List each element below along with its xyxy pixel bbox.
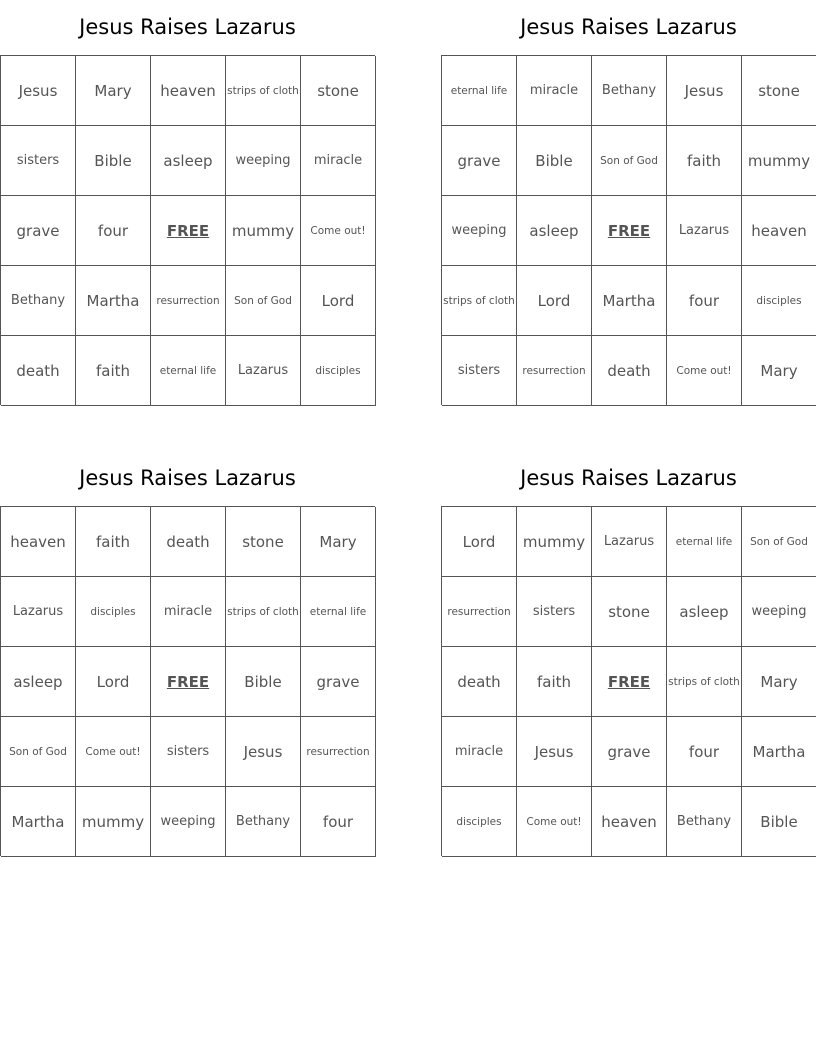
bingo-cell: grave: [592, 717, 667, 787]
bingo-cell: Bethany: [667, 787, 742, 857]
bingo-cell: sisters: [442, 336, 517, 406]
bingo-cell: Bible: [517, 126, 592, 196]
bingo-cell: sisters: [151, 717, 226, 787]
bingo-cell: stone: [301, 56, 376, 126]
bingo-cell: resurrection: [301, 717, 376, 787]
bingo-cell: faith: [76, 336, 151, 406]
bingo-cell: Lord: [517, 266, 592, 336]
free-space-cell: FREE: [592, 196, 667, 266]
free-space-cell: FREE: [151, 647, 226, 717]
bingo-cell: mummy: [76, 787, 151, 857]
bingo-cell: four: [667, 717, 742, 787]
free-space-cell: FREE: [592, 647, 667, 717]
bingo-cell: grave: [442, 126, 517, 196]
bingo-cell: Bible: [76, 126, 151, 196]
bingo-card-3: [0, 451, 375, 856]
bingo-cell: Mary: [76, 56, 151, 126]
bingo-cell: Martha: [76, 266, 151, 336]
bingo-cell: Lazarus: [592, 507, 667, 577]
bingo-cell: Mary: [742, 647, 816, 717]
bingo-cell: disciples: [442, 787, 517, 857]
bingo-card-1: [0, 0, 375, 405]
bingo-cell: sisters: [1, 126, 76, 196]
bingo-cell: Jesus: [667, 56, 742, 126]
bingo-cell: faith: [76, 507, 151, 577]
bingo-cell: resurrection: [442, 577, 517, 647]
bingo-cell: Bethany: [1, 266, 76, 336]
bingo-cell: sisters: [517, 577, 592, 647]
bingo-cell: asleep: [667, 577, 742, 647]
bingo-cell: mummy: [226, 196, 301, 266]
bingo-cell: Lord: [301, 266, 376, 336]
bingo-cell: mummy: [517, 507, 592, 577]
bingo-cell: stone: [742, 56, 816, 126]
bingo-cell: asleep: [151, 126, 226, 196]
bingo-cell: Bethany: [592, 56, 667, 126]
bingo-cell: Lord: [76, 647, 151, 717]
bingo-cell: Come out!: [301, 196, 376, 266]
bingo-cell: strips of cloth: [226, 56, 301, 126]
bingo-cell: heaven: [592, 787, 667, 857]
bingo-cell: Mary: [742, 336, 816, 406]
card-title: Jesus Raises Lazarus: [520, 466, 737, 490]
bingo-cell: eternal life: [442, 56, 517, 126]
bingo-cell: Mary: [301, 507, 376, 577]
bingo-cell: Lazarus: [226, 336, 301, 406]
bingo-cell: mummy: [742, 126, 816, 196]
bingo-cell: Jesus: [517, 717, 592, 787]
bingo-cell: four: [301, 787, 376, 857]
bingo-cell: disciples: [301, 336, 376, 406]
bingo-cell: eternal life: [301, 577, 376, 647]
bingo-cell: miracle: [301, 126, 376, 196]
bingo-cell: disciples: [76, 577, 151, 647]
bingo-cell: strips of cloth: [442, 266, 517, 336]
bingo-cell: heaven: [742, 196, 816, 266]
bingo-cell: death: [592, 336, 667, 406]
bingo-cell: strips of cloth: [667, 647, 742, 717]
bingo-cell: Lord: [442, 507, 517, 577]
bingo-card-4: [441, 451, 816, 856]
bingo-cell: Son of God: [226, 266, 301, 336]
bingo-cell: Bible: [742, 787, 816, 857]
bingo-cell: grave: [1, 196, 76, 266]
bingo-cell: Jesus: [1, 56, 76, 126]
bingo-card-2: [441, 0, 816, 405]
bingo-cell: eternal life: [151, 336, 226, 406]
bingo-cell: asleep: [1, 647, 76, 717]
bingo-cell: heaven: [151, 56, 226, 126]
bingo-cell: death: [442, 647, 517, 717]
bingo-cell: Lazarus: [667, 196, 742, 266]
bingo-cell: death: [151, 507, 226, 577]
bingo-cell: Son of God: [1, 717, 76, 787]
bingo-cell: Martha: [592, 266, 667, 336]
bingo-grid: [441, 55, 816, 405]
bingo-cell: faith: [667, 126, 742, 196]
bingo-cell: Lazarus: [1, 577, 76, 647]
bingo-cell: resurrection: [151, 266, 226, 336]
card-title: Jesus Raises Lazarus: [79, 466, 296, 490]
bingo-cell: eternal life: [667, 507, 742, 577]
bingo-cell: strips of cloth: [226, 577, 301, 647]
bingo-cell: Bible: [226, 647, 301, 717]
bingo-cell: faith: [517, 647, 592, 717]
bingo-cell: miracle: [151, 577, 226, 647]
bingo-grid: [441, 506, 816, 856]
bingo-cell: resurrection: [517, 336, 592, 406]
bingo-cell: miracle: [517, 56, 592, 126]
bingo-cell: four: [76, 196, 151, 266]
bingo-cell: Martha: [742, 717, 816, 787]
bingo-cell: Son of God: [742, 507, 816, 577]
bingo-cell: stone: [226, 507, 301, 577]
bingo-cell: four: [667, 266, 742, 336]
bingo-cell: Martha: [1, 787, 76, 857]
bingo-cell: death: [1, 336, 76, 406]
bingo-cell: Come out!: [517, 787, 592, 857]
bingo-cell: grave: [301, 647, 376, 717]
bingo-cell: heaven: [1, 507, 76, 577]
bingo-cell: asleep: [517, 196, 592, 266]
bingo-cell: weeping: [226, 126, 301, 196]
bingo-grid: [0, 55, 375, 405]
bingo-cell: Come out!: [76, 717, 151, 787]
bingo-cell: miracle: [442, 717, 517, 787]
bingo-cell: stone: [592, 577, 667, 647]
bingo-grid: [0, 506, 375, 856]
card-title: Jesus Raises Lazarus: [520, 15, 737, 39]
bingo-cell: weeping: [742, 577, 816, 647]
bingo-cell: Jesus: [226, 717, 301, 787]
card-title: Jesus Raises Lazarus: [79, 15, 296, 39]
bingo-cell: disciples: [742, 266, 816, 336]
bingo-cell: Bethany: [226, 787, 301, 857]
bingo-cell: Come out!: [667, 336, 742, 406]
bingo-cell: weeping: [442, 196, 517, 266]
free-space-cell: FREE: [151, 196, 226, 266]
bingo-cell: Son of God: [592, 126, 667, 196]
bingo-cell: weeping: [151, 787, 226, 857]
